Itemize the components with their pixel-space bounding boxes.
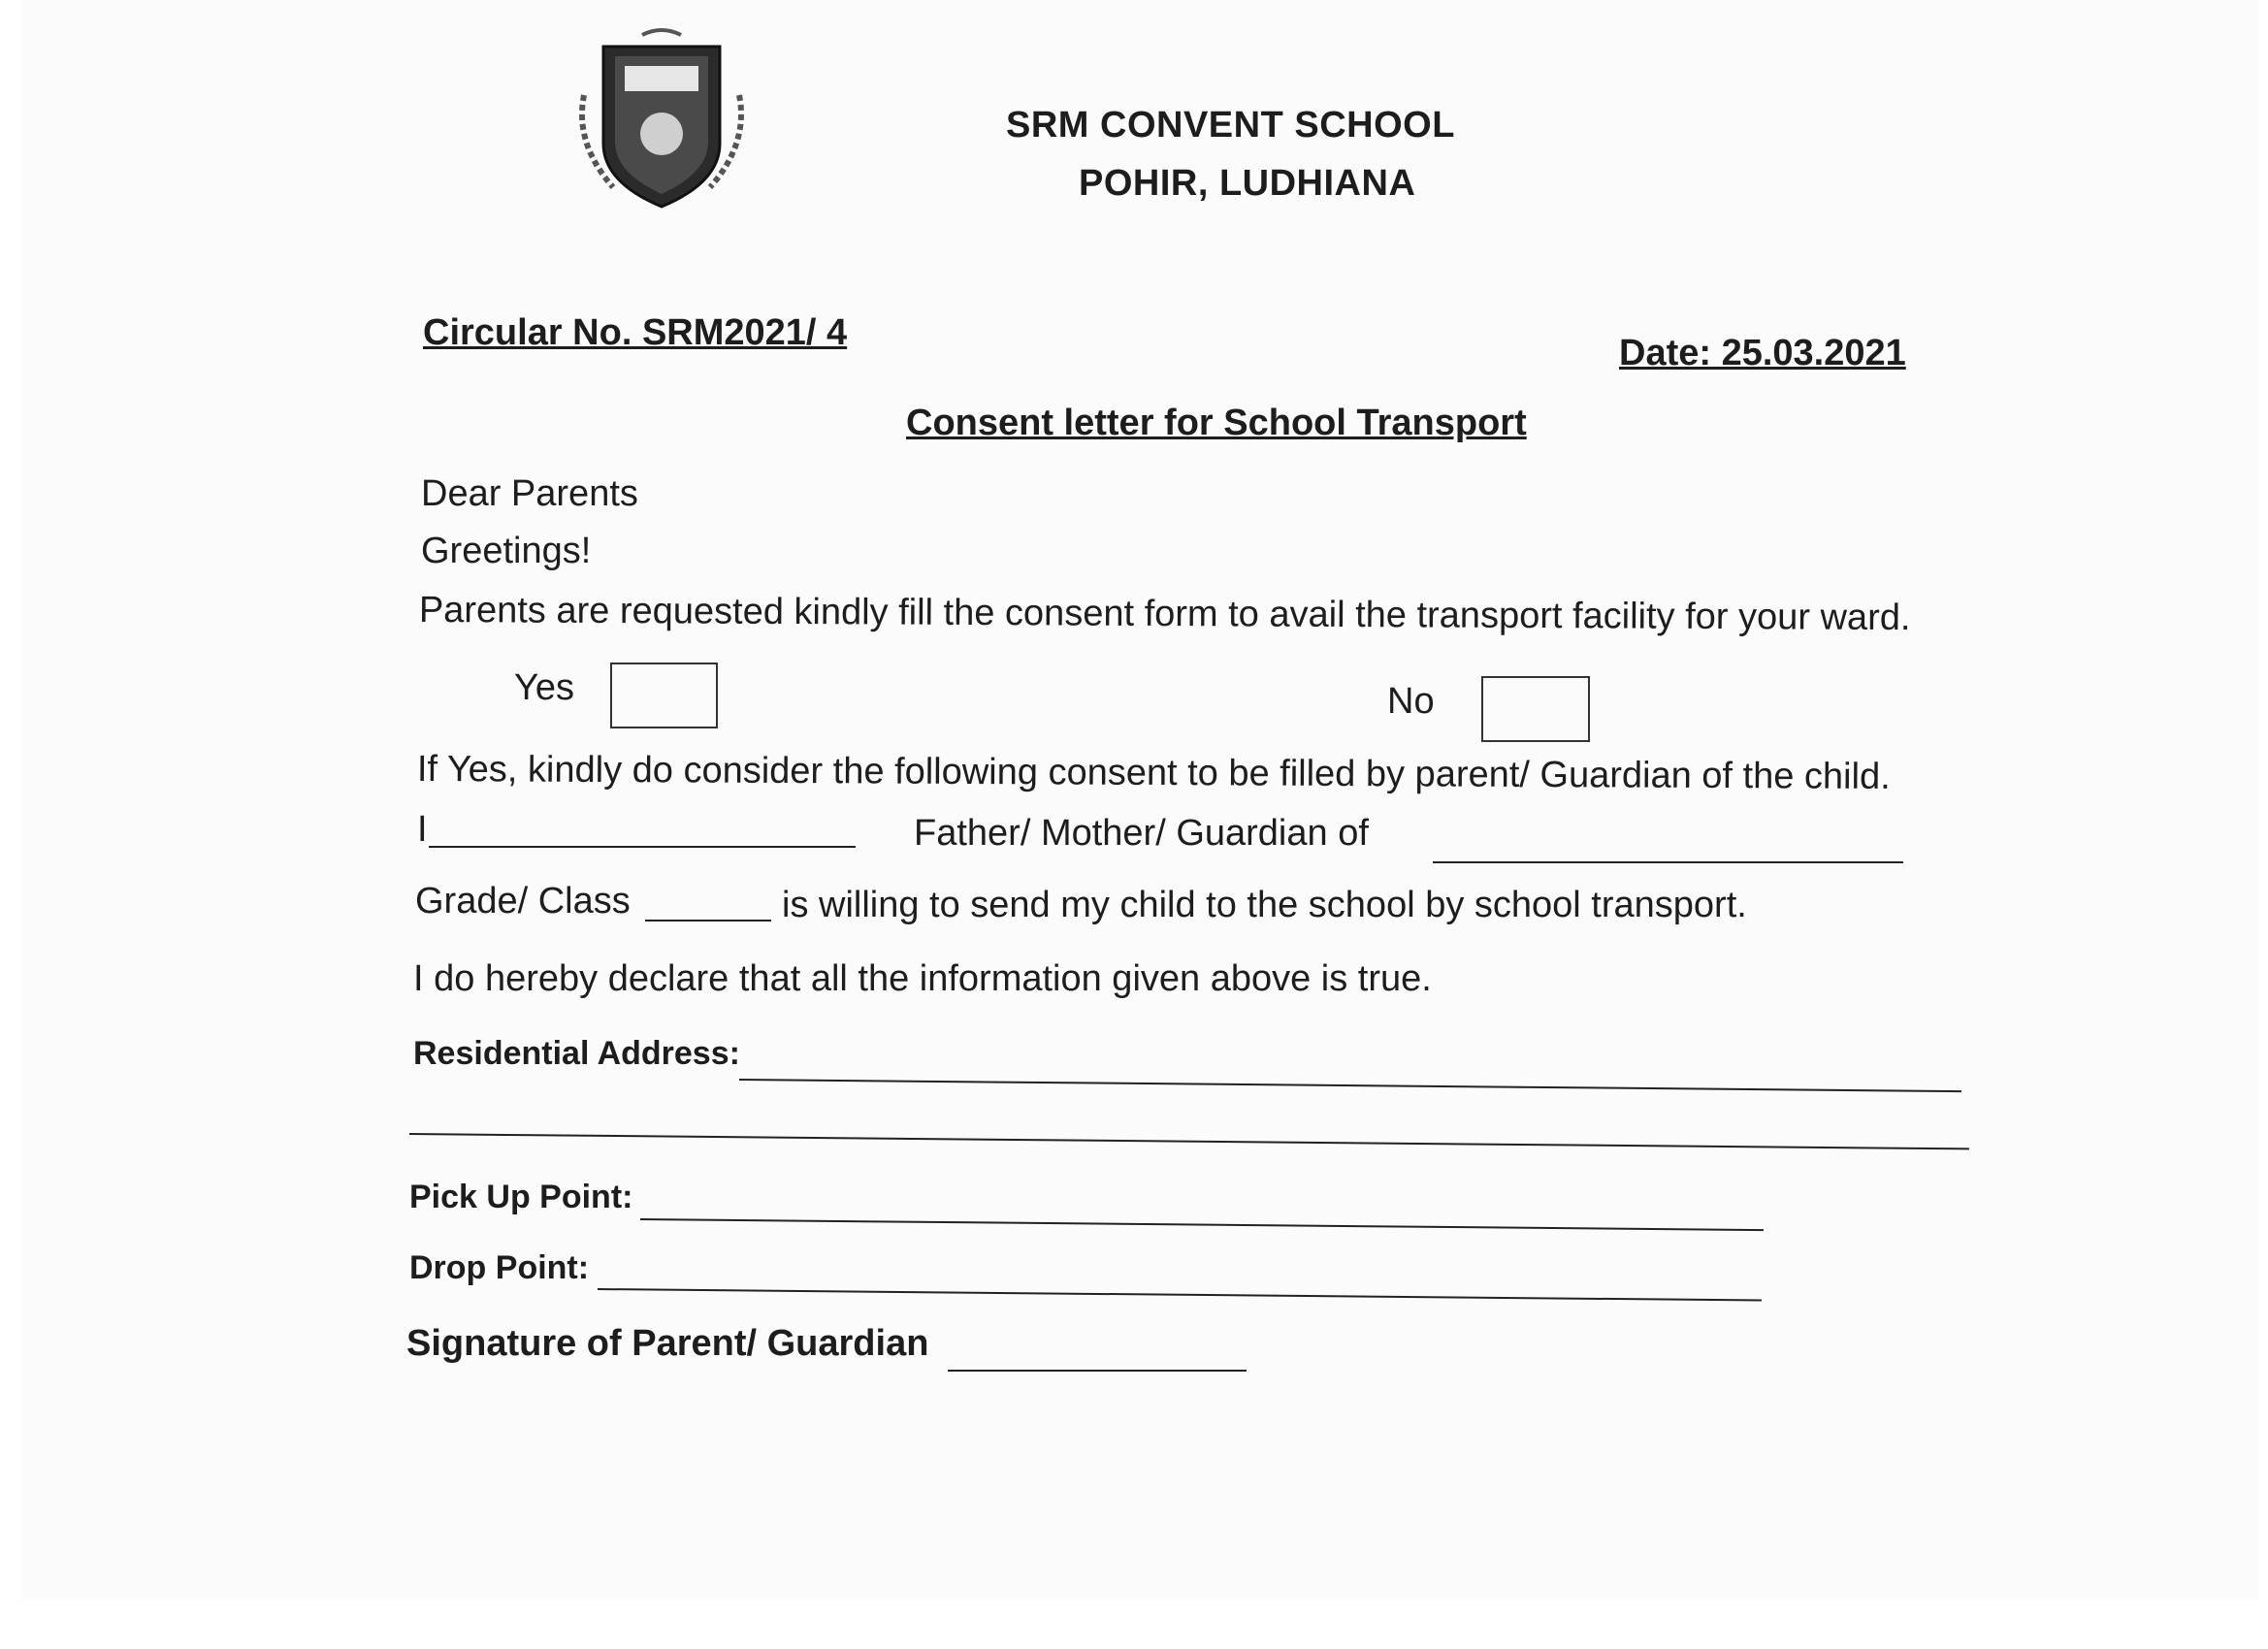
circular-date: Date: 25.03.2021 [1619,333,1906,373]
residential-address-line-1[interactable] [739,1079,1961,1092]
willing-text: is willing to send my child to the school by school transport. [782,885,1747,925]
request-text: Parents are requested kindly fill the consent form to avail the transport facility for your ward. [418,590,1911,639]
declaration-text: I do hereby declare that all the information given above is true. [413,958,1432,999]
i-label: I [417,809,428,850]
circular-number: Circular No. SRM2021/ 4 [423,312,848,353]
child-name-line[interactable] [1433,861,1903,863]
yes-label: Yes [514,667,574,708]
salutation: Dear Parents [421,473,638,514]
grade-line[interactable] [645,920,771,922]
grade-label: Grade/ Class [415,881,631,922]
school-crest-icon [574,27,749,211]
signature-label: Signature of Parent/ Guardian [406,1323,929,1364]
if-yes-instruction: If Yes, kindly do consider the following consent to be filled by parent/ Guardian of the child. [416,749,1891,797]
signature-line[interactable] [948,1370,1247,1372]
school-location: POHIR, LUDHIANA [1079,163,1416,204]
greeting: Greetings! [421,531,592,571]
yes-checkbox[interactable] [610,663,718,728]
drop-point-label: Drop Point: [409,1249,590,1286]
pick-up-point-label: Pick Up Point: [409,1179,633,1215]
pick-up-point-line[interactable] [640,1218,1764,1231]
school-name: SRM CONVENT SCHOOL [1006,105,1455,146]
relation-label: Father/ Mother/ Guardian of [914,813,1369,854]
consent-letter-page [21,0,2258,1600]
parent-name-line[interactable] [429,846,856,848]
no-label: No [1387,681,1435,722]
letter-subject: Consent letter for School Transport [906,403,1527,443]
residential-address-label: Residential Address: [413,1035,740,1072]
no-checkbox[interactable] [1481,676,1590,742]
residential-address-line-2[interactable] [409,1133,1969,1149]
drop-point-line[interactable] [598,1288,1762,1302]
